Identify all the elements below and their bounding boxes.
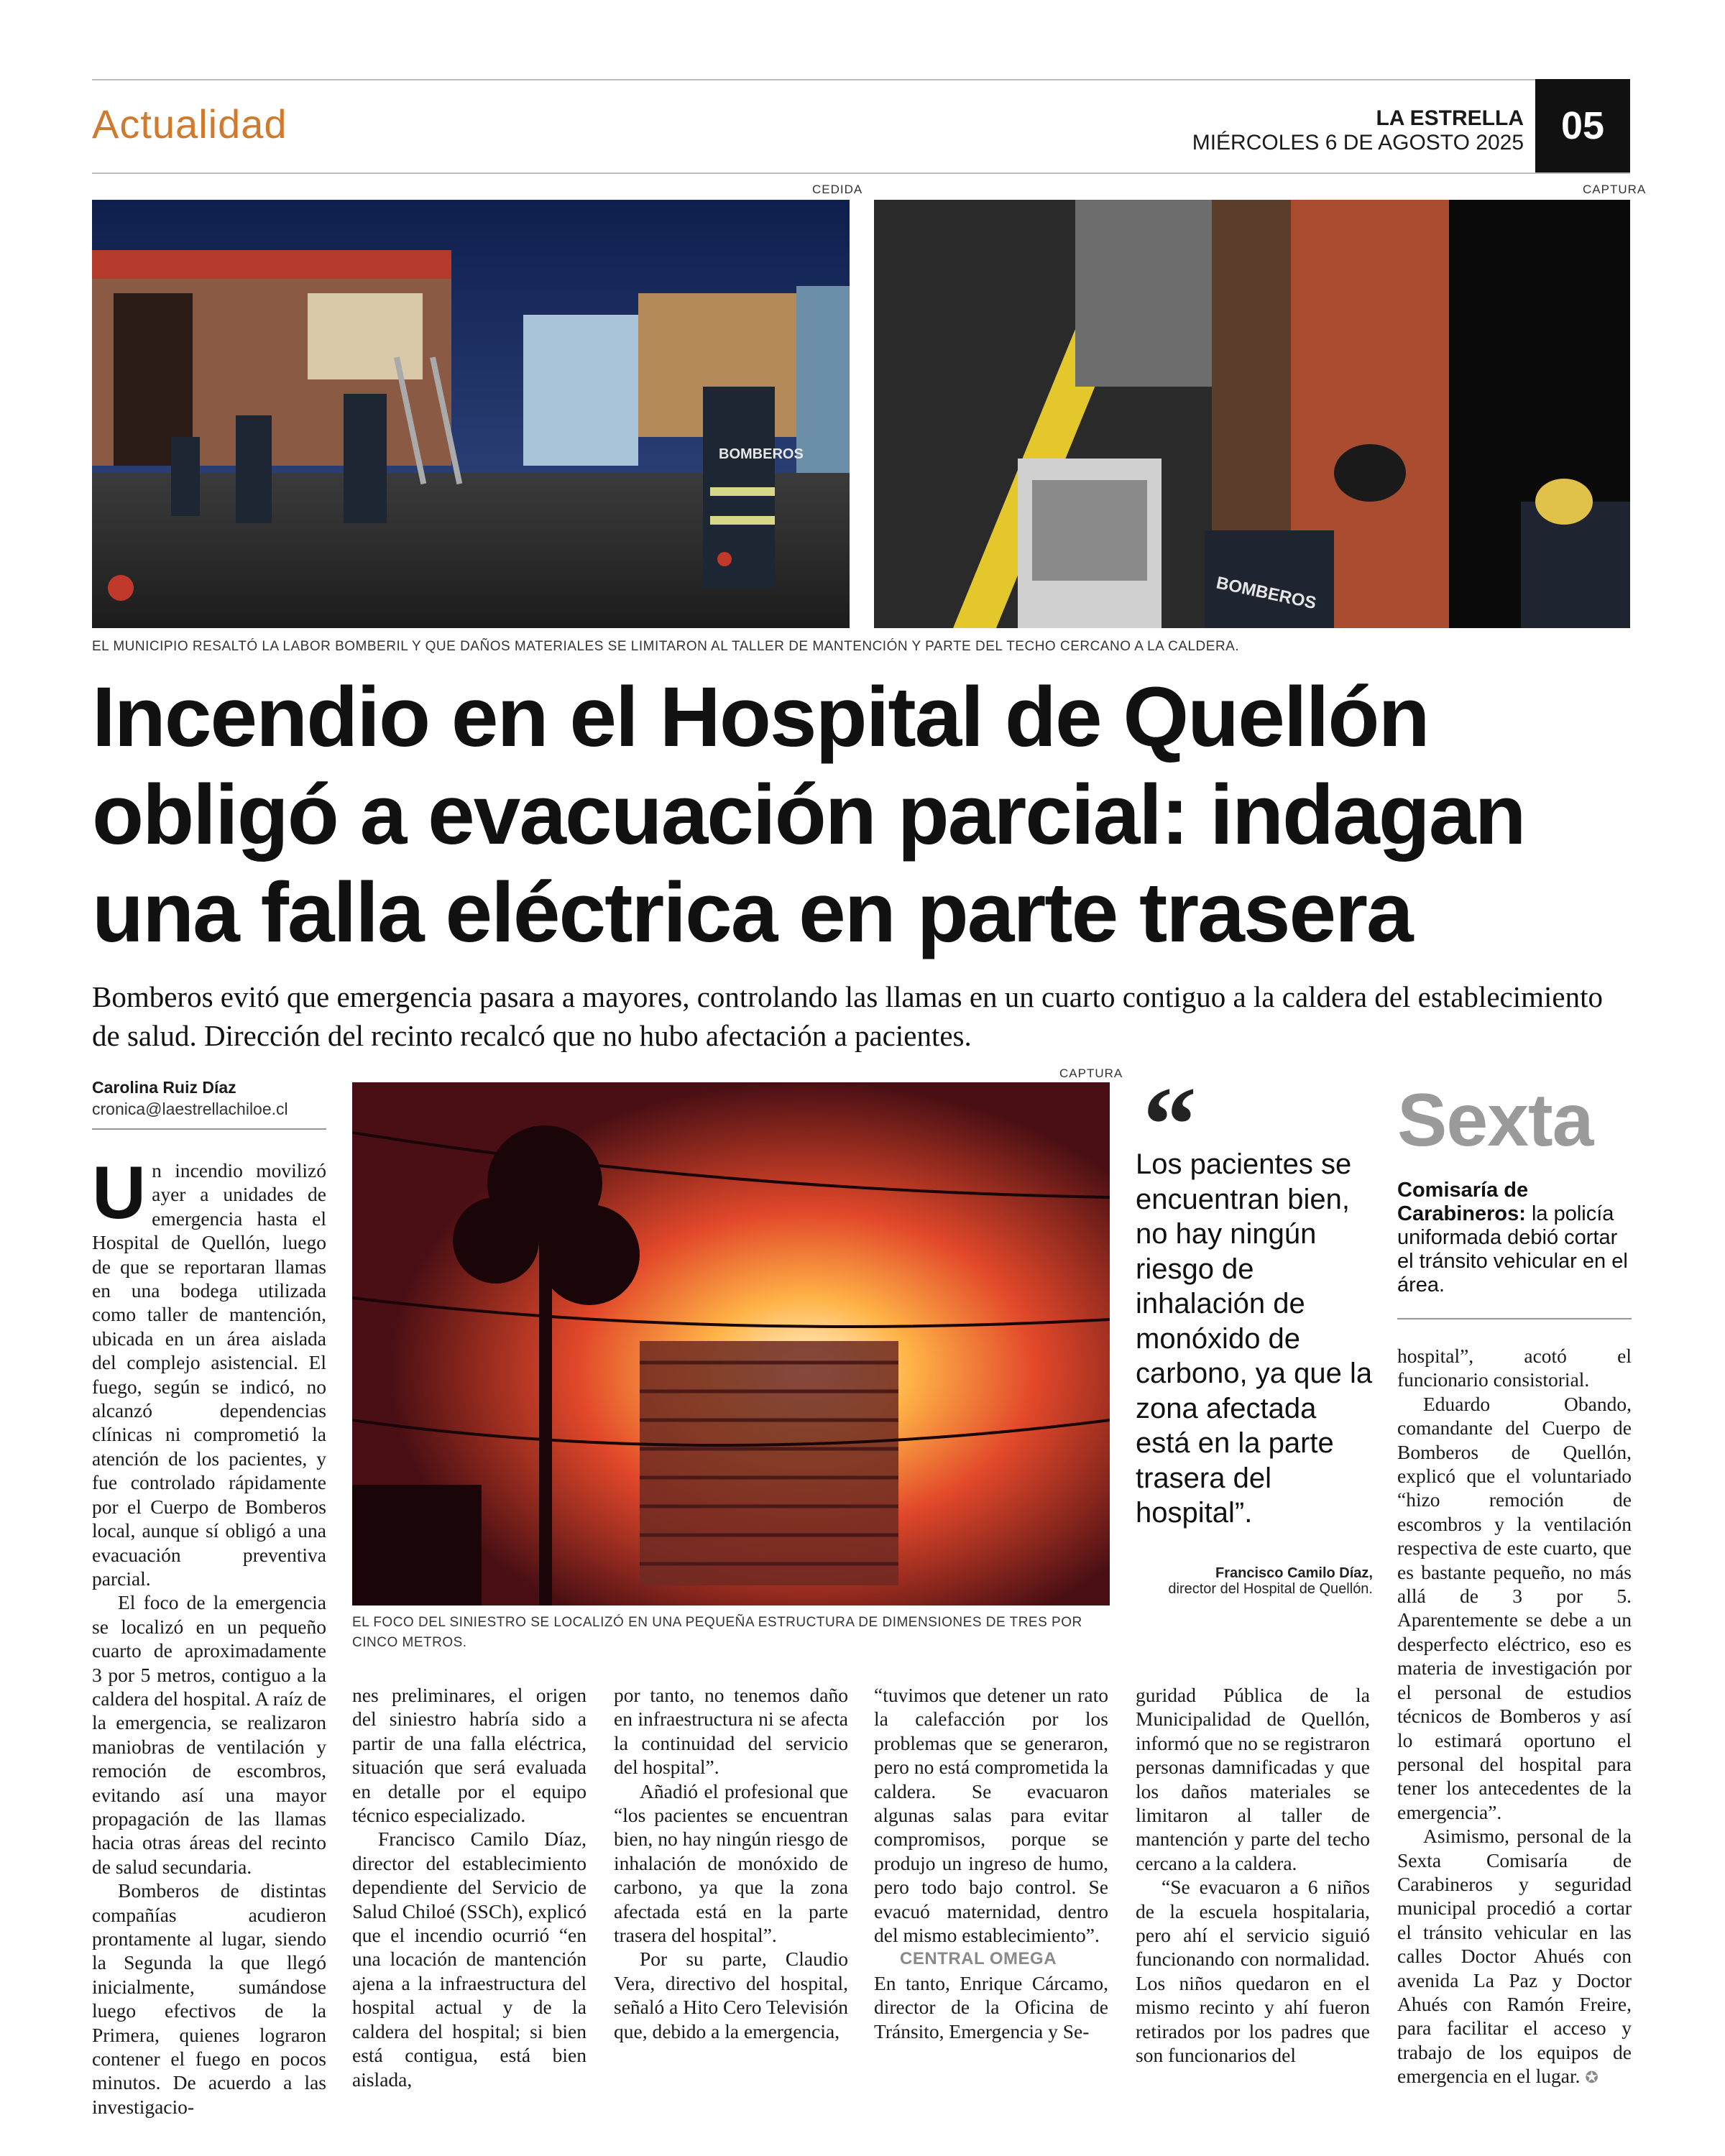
- paper-name: LA ESTRELLA: [1376, 106, 1524, 130]
- header-rule: [92, 172, 1630, 174]
- subhead: CENTRAL OMEGA: [900, 1949, 1057, 1969]
- photo-credit-right: CAPTURA: [1583, 183, 1647, 196]
- sidebar-bold: Comisaría de Carabineros:: [1397, 1179, 1529, 1225]
- paragraph-text: Asimismo, personal de la Sexta Comisaría de Carabineros y seguridad municipal procedió a cortar el tránsito vehicular en las calles Doctor Ahués con avenida La Paz y Doctor Ahués con Ramón Freire, para facilitar el acceso y trabajo de los equipos de emergencia en el lugar.: [1397, 1825, 1632, 2088]
- photo-fire-night: [352, 1082, 1110, 1606]
- photo-interior-damage: [874, 200, 1630, 628]
- sidebar-rule: [1397, 1318, 1632, 1319]
- vest-text-left: BOMBEROS: [719, 446, 804, 462]
- paragraph: guridad Pública de la Municipalidad de Quellón, informó que no se registraron personas damnificadas y que los daños materiales se limitaron al taller de mantención y parte del techo cercano a la caldera.: [1136, 1684, 1370, 1874]
- paragraph: hospital”, acotó el funcionario consistorial.: [1397, 1345, 1632, 1391]
- article-column-3: [614, 1683, 848, 2043]
- byline-rule: [92, 1128, 326, 1130]
- paragraph: “tuvimos que detener un rato la calefacción por los problemas que se generaron, pero no está comprometida la caldera. Se evacuaron algunas salas para evitar compromisos, porque se produjo un ingreso de humo, pero todo bajo control. Se evacuó maternidad, dentro del mismo establecimiento”.: [874, 1684, 1108, 1947]
- quote-mark: “: [1143, 1065, 1197, 1184]
- paragraph-text: n incendio movilizó ayer a unidades de emergencia hasta el Hospital de Quellón, luego de que se reportaran llamas en una bodega utilizada como taller de mantención, ubicada en un área aislada del complejo asistencial. El fuego, según se indicó, no alcanzó dependencias clínicas ni comprometió la atención de los pacientes, y fue controlado rápidamente por el Cuerpo de Bomberos local, aunque sí obligó a una evacuación preventiva parcial.: [92, 1159, 326, 1590]
- paragraph: En tanto, Enrique Cárcamo, director de la Oficina de Tránsito, Emergencia y Se-: [874, 1971, 1108, 2042]
- top-rule: [92, 79, 1630, 80]
- byline-author: Carolina Ruiz Díaz: [92, 1078, 236, 1097]
- masthead: [1192, 106, 1524, 155]
- top-photo-caption: EL MUNICIPIO RESALTÓ LA LABOR BOMBERIL Y QUE DAÑOS MATERIALES SE LIMITARON AL TALLER DE MANTENCIÓN Y PARTE DEL TECHO CERCANO A LA CALDERA.: [92, 639, 1240, 654]
- pull-quote-text: Los pacientes se encuentran bien, no hay ningún riesgo de inhalación de monóxido de carbono, ya que la zona afectada está en la parte trasera del hospital”.: [1136, 1148, 1373, 1529]
- middle-photo-caption: EL FOCO DEL SINIESTRO SE LOCALIZÓ EN UNA PEQUEÑA ESTRUCTURA DE DIMENSIONES DE TRES POR CINCO METROS.: [352, 1615, 1082, 1650]
- issue-date: MIÉRCOLES 6 DE AGOSTO 2025: [1192, 131, 1524, 155]
- pull-quote-role: director del Hospital de Quellón.: [1168, 1581, 1373, 1597]
- paragraph: Eduardo Obando, comandante del Cuerpo de Bomberos de Quellón, explicó que el voluntariado “hizo remoción de escombros y la ventilación respectiva de este cuarto, que es bastante pequeño, no más allá de 3 por 5. Aparentemente se debe a un desperfecto eléctrico, eso es materia de investigación por el personal de estudios técnicos de Bomberos y así lo estimará oportuno el personal del hospital para tener los antecedentes de la emergencia”.: [1397, 1392, 1632, 1823]
- paragraph: nes preliminares, el origen del siniestro habría sido a partir de una falla eléctrica, situación que será evaluada en detalle por el equipo técnico especializado.: [352, 1684, 586, 1827]
- photo-credit-left: CEDIDA: [812, 183, 863, 196]
- page-number: 05: [1535, 79, 1630, 172]
- section-title: Actualidad: [92, 101, 288, 147]
- article-column-4: [874, 1683, 1108, 2043]
- paragraph: [92, 1151, 326, 1590]
- sidebar-number: Sexta: [1397, 1079, 1593, 1162]
- paragraph: Por su parte, Claudio Vera, directivo del hospital, señaló a Hito Cero Televisión que, debido a la emergencia,: [614, 1948, 848, 2042]
- vest-text-right: BOMBEROS: [1214, 573, 1318, 614]
- article-column-5: [1136, 1683, 1370, 2068]
- photo-firefighters-night: [92, 200, 850, 628]
- paragraph: Añadió el profesional que “los pacientes se encuentran bien, no hay ningún riesgo de inhalación de monóxido de carbono, ya que la zona afectada está en la parte trasera del hospital”.: [614, 1779, 848, 1947]
- article-column-2: [352, 1683, 586, 2091]
- paragraph: [1397, 1824, 1632, 2089]
- pull-quote-name: Francisco Camilo Díaz,: [1215, 1565, 1373, 1581]
- photo-credit-middle: CAPTURA: [1059, 1067, 1123, 1080]
- pull-quote-attribution: [1136, 1565, 1373, 1597]
- article-column-6: [1397, 1344, 1632, 2090]
- byline-email[interactable]: cronica@laestrellachiloe.cl: [92, 1100, 288, 1118]
- paragraph: Francisco Camilo Díaz, director del establecimiento dependiente del Servicio de Salud Chiloé (SSCh), explicó que el incendio ocurrió “en una locación de mantención ajena a la infraestructura del hospital actual y de la caldera del hospital; si bien está contigua, está bien aislada,: [352, 1828, 586, 2091]
- lede: Bomberos evitó que emergencia pasara a mayores, controlando las llamas en un cuarto contiguo a la caldera del establecimiento de salud. Dirección del recinto recalcó que no hubo afectación a pacientes.: [92, 980, 1603, 1052]
- paragraph: Bomberos de distintas compañías acudieron prontamente al lugar, siendo la Segunda la que llegó inicialmente, sumándose luego efectivos de la Primera, quienes lograron contener el fuego en pocos minutos. De acuerdo a las investigacio-: [92, 1879, 326, 2118]
- sidebar-body: la policía uniformada debió cortar el tránsito vehicular en el área.: [1397, 1202, 1628, 1296]
- sidebar-text: [1397, 1179, 1632, 1297]
- paragraph: por tanto, no tenemos daño en infraestructura ni se afecta la continuidad del servicio del hospital”.: [614, 1684, 848, 1779]
- paragraph: “Se evacuaron a 6 niños de la escuela hospitalaria, pero ahí el servicio siguió funcionando con normalidad. Los niños quedaron en el mismo recinto y ahí fueron retirados por los padres que son funcionarios del: [1136, 1876, 1370, 2067]
- drop-cap: U: [92, 1151, 147, 1235]
- headline: Incendio en el Hospital de Quellón obligó a evacuación parcial: indagan una falla eléctrica en parte trasera: [92, 670, 1525, 960]
- end-mark-icon: ✪: [1585, 2068, 1598, 2087]
- paragraph: El foco de la emergencia se localizó en un pequeño cuarto de aproximadamente 3 por 5 metros, contiguo a la caldera del hospital. A raíz de la emergencia, se realizaron maniobras de ventilación y remoción de escombros, evitando así una mayor propagación de las llamas hacia otras áreas del recinto de salud secundaria.: [92, 1591, 326, 1878]
- article-column-1: [92, 1151, 326, 2119]
